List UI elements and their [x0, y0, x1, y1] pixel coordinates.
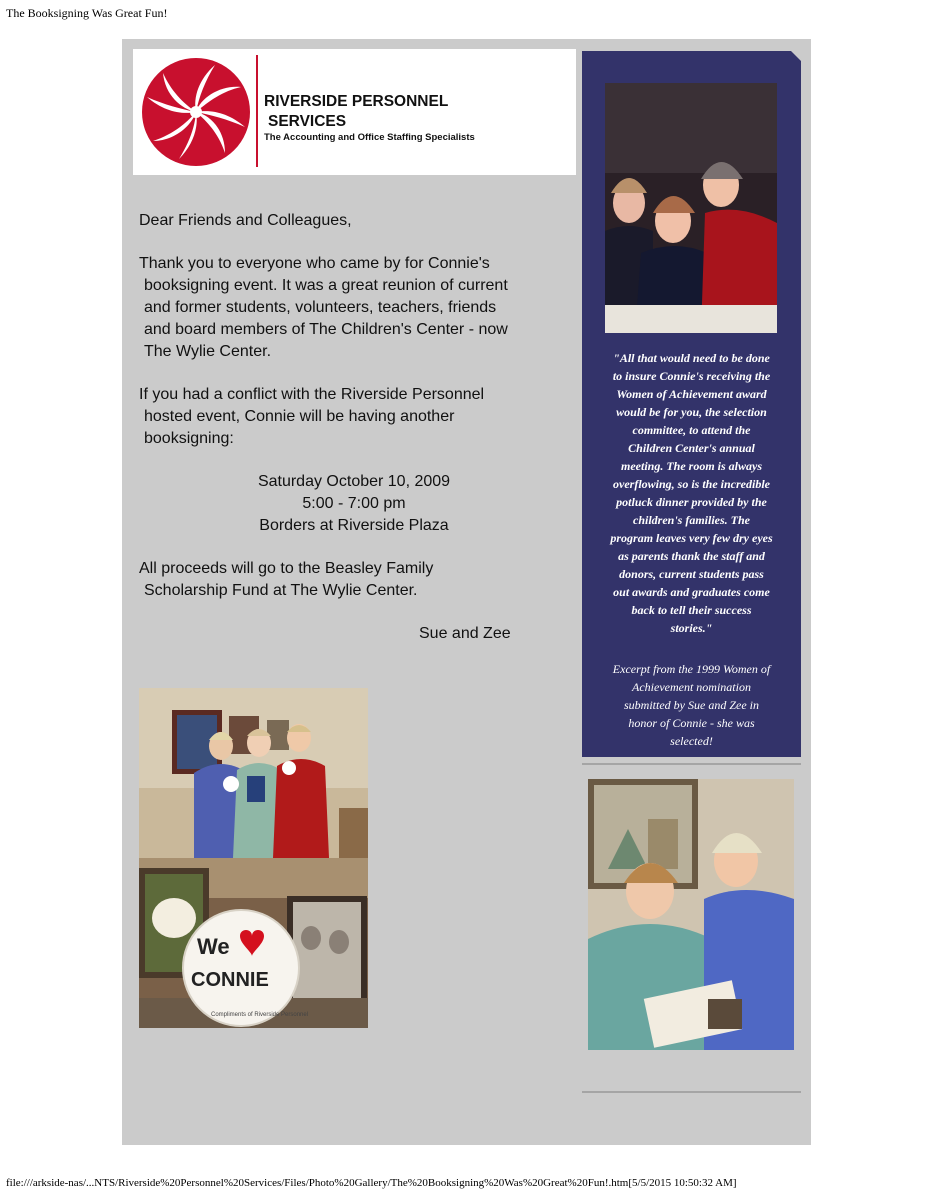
excerpt-line: Achievement nomination	[632, 680, 751, 694]
browser-page-title: The Booksigning Was Great Fun!	[6, 6, 168, 20]
logo-divider	[256, 55, 258, 167]
button-text-connie: CONNIE	[191, 969, 269, 991]
text-line: booksigning:	[144, 430, 234, 447]
paragraph-conflict	[139, 384, 569, 450]
excerpt-line: honor of Connie - she was	[628, 716, 755, 730]
quote-line: Children Center's annual	[628, 441, 755, 455]
company-tagline: The Accounting and Office Staffing Specialists	[264, 132, 475, 143]
nomination-quote	[590, 349, 793, 637]
photo-three-women-image	[139, 688, 368, 858]
quote-line: program leaves very few dry eyes	[610, 531, 773, 545]
letter-body	[139, 210, 569, 666]
swirl-logo-icon	[141, 57, 251, 167]
quote-line: would be for you, the selection	[616, 405, 767, 419]
panel-top-divider	[582, 763, 801, 765]
paragraph-thanks	[139, 253, 569, 363]
event-time: 5:00 - 7:00 pm	[302, 495, 406, 512]
quote-line: committee, to attend the	[632, 423, 751, 437]
panel-corner	[791, 51, 801, 61]
photo-three-women	[139, 688, 368, 858]
quote-line: Women of Achievement award	[616, 387, 767, 401]
text-line: hosted event, Connie will be having another	[144, 408, 455, 425]
button-ring-text: Compliments of Riverside Personnel	[211, 1012, 309, 1018]
photo-connie-button	[139, 858, 368, 1028]
photo-award-1999-image	[605, 83, 777, 333]
excerpt-line: Excerpt from the 1999 Women of	[612, 662, 771, 676]
quote-line: children's families. The	[633, 513, 750, 527]
logo-header	[133, 49, 576, 175]
signature: Sue and Zee	[419, 625, 511, 642]
quote-line: potluck dinner provided by the	[616, 495, 767, 509]
excerpt-caption	[590, 660, 793, 750]
text-line: and former students, volunteers, teachers, friends	[144, 299, 497, 316]
company-name-line2: SERVICES	[268, 113, 347, 130]
paragraph-proceeds	[139, 558, 569, 602]
photo-award-1999	[605, 83, 777, 333]
greeting: Dear Friends and Colleagues,	[139, 212, 352, 229]
photo-connie-signing	[588, 779, 794, 1050]
text-line: The Wylie Center.	[144, 343, 272, 360]
button-text-we: We	[197, 934, 230, 959]
text-line: and board members of The Children's Center - now	[144, 321, 508, 338]
text-line: If you had a conflict with the Riverside Personnel	[139, 386, 485, 403]
quote-line: meeting. The room is always	[621, 459, 762, 473]
event-date: Saturday October 10, 2009	[257, 473, 451, 490]
text-line: Thank you to everyone who came by for Connie's	[139, 255, 490, 272]
photo-connie-signing-image	[588, 779, 794, 1050]
text-line: All proceeds will go to the Beasley Family	[139, 560, 434, 577]
sidebar-panel	[582, 51, 801, 757]
quote-line: stories."	[670, 621, 713, 635]
event-details	[139, 471, 569, 537]
excerpt-line: submitted by Sue and Zee in	[624, 698, 759, 712]
excerpt-line: selected!	[670, 734, 713, 748]
quote-line: out awards and graduates come	[613, 585, 770, 599]
quote-line: donors, current students pass	[619, 567, 764, 581]
quote-line: back to tell their success	[631, 603, 752, 617]
text-line: booksigning event. It was a great reunion of current	[144, 277, 508, 294]
browser-footer-url: file:///arkside-nas/...NTS/Riverside%20Personnel%20Services/Files/Photo%20Gallery/The%20Booksigning%20Was%20Great%20Fun!.htm[5/5/2015 10:50:32 AM]	[6, 1177, 737, 1189]
event-place: Borders at Riverside Plaza	[259, 517, 449, 534]
quote-line: overflowing, so is the incredible	[613, 477, 770, 491]
quote-line: to insure Connie's receiving the	[612, 369, 771, 383]
company-name-line1: RIVERSIDE PERSONNEL	[264, 93, 449, 110]
quote-line: as parents thank the staff and	[618, 549, 765, 563]
photo-connie-button-image	[139, 858, 368, 1028]
quote-line: "All that would need to be done	[613, 351, 770, 365]
panel-bottom-divider	[582, 1091, 801, 1093]
text-line: Scholarship Fund at The Wylie Center.	[144, 582, 418, 599]
